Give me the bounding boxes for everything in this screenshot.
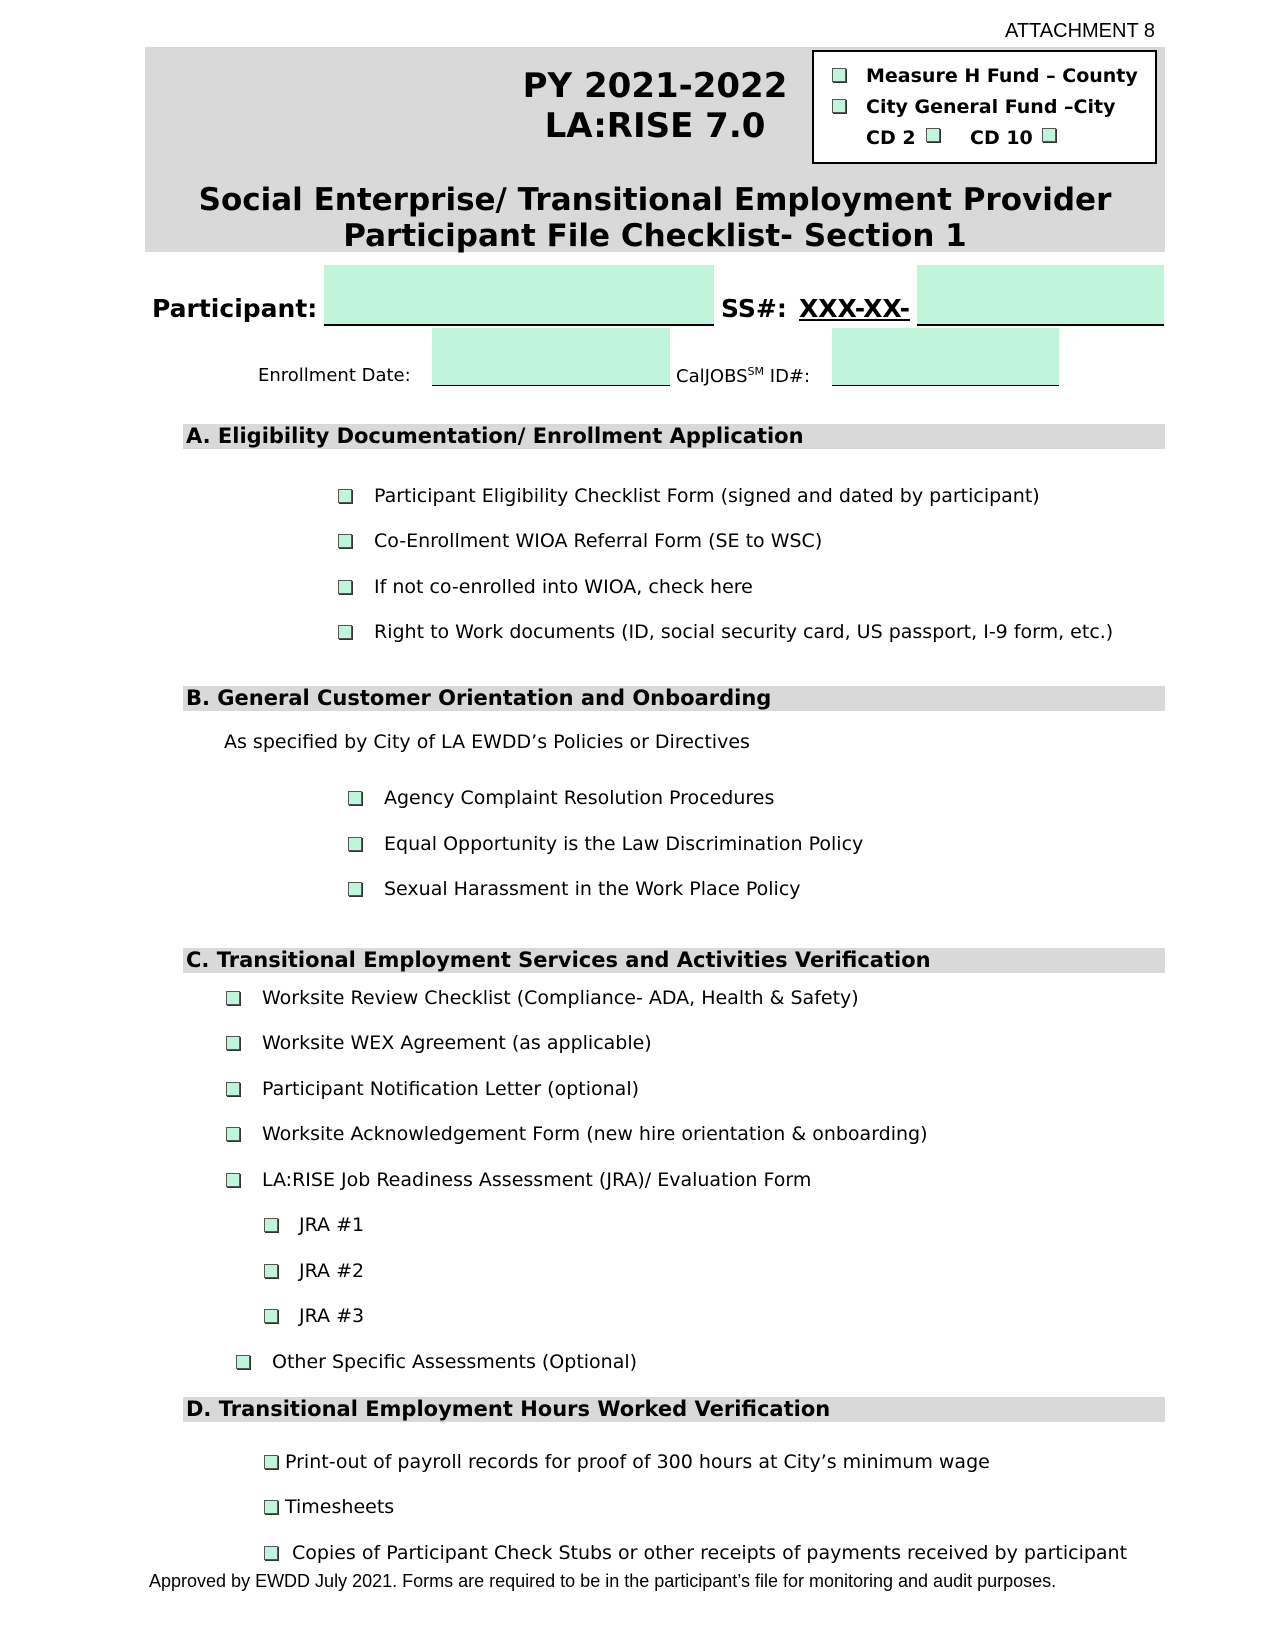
checkbox-a-2[interactable] xyxy=(338,534,352,548)
form-subtitle xyxy=(145,182,1165,254)
checkbox-a-3[interactable] xyxy=(338,580,352,594)
item-a-4: Right to Work documents (ID, social security card, US passport, I-9 form, etc.) xyxy=(374,621,1114,643)
section-b-title: B. General Customer Orientation and Onboarding xyxy=(186,686,772,710)
measure-h-label: Measure H Fund – County xyxy=(866,65,1138,87)
checkbox-a-4[interactable] xyxy=(338,625,352,639)
item-jra-1: JRA #1 xyxy=(299,1214,365,1236)
ss-label: SS#: xyxy=(721,294,787,323)
cd10-checkbox[interactable] xyxy=(1042,128,1056,142)
ss-prefix: XXX-XX- xyxy=(799,294,911,323)
ss-last-four-field[interactable] xyxy=(917,265,1164,326)
measure-h-checkbox[interactable] xyxy=(832,68,846,82)
cd10-label: CD 10 xyxy=(970,127,1033,149)
city-general-checkbox[interactable] xyxy=(832,99,846,113)
title-line-2: LA:RISE 7.0 xyxy=(544,106,766,146)
enrollment-date-label: Enrollment Date: xyxy=(258,365,411,386)
section-a-title: A. Eligibility Documentation/ Enrollment Application xyxy=(186,424,804,448)
item-c-2: Worksite WEX Agreement (as applicable) xyxy=(262,1032,652,1054)
checkbox-c-4[interactable] xyxy=(226,1127,240,1141)
caljobs-text: CalJOBS xyxy=(676,366,748,387)
item-jra-2: JRA #2 xyxy=(299,1260,365,1282)
checkbox-c-other[interactable] xyxy=(236,1355,250,1369)
item-b-1: Agency Complaint Resolution Procedures xyxy=(384,787,775,809)
checkbox-c-1[interactable] xyxy=(226,991,240,1005)
checkbox-jra-1[interactable] xyxy=(264,1218,278,1232)
checkbox-jra-3[interactable] xyxy=(264,1309,278,1323)
section-c-title: C. Transitional Employment Services and Activities Verification xyxy=(186,948,931,972)
subtitle-line-2: Participant File Checklist- Section 1 xyxy=(343,218,967,254)
item-jra-3: JRA #3 xyxy=(299,1305,365,1327)
item-c-3: Participant Notification Letter (optional) xyxy=(262,1078,640,1100)
item-a-1: Participant Eligibility Checklist Form (signed and dated by participant) xyxy=(374,485,1040,507)
item-c-5: LA:RISE Job Readiness Assessment (JRA)/ Evaluation Form xyxy=(262,1169,812,1191)
item-c-other: Other Specific Assessments (Optional) xyxy=(272,1351,638,1373)
checkbox-b-2[interactable] xyxy=(348,837,362,851)
page-title xyxy=(470,66,840,146)
attachment-label: ATTACHMENT 8 xyxy=(1004,20,1155,42)
participant-label: Participant: xyxy=(152,294,318,323)
checkbox-jra-2[interactable] xyxy=(264,1264,278,1278)
item-c-4: Worksite Acknowledgement Form (new hire orientation & onboarding) xyxy=(262,1123,928,1145)
item-c-1: Worksite Review Checklist (Compliance- ADA, Health & Safety) xyxy=(262,987,859,1009)
item-b-3: Sexual Harassment in the Work Place Policy xyxy=(384,878,801,900)
checkbox-c-5[interactable] xyxy=(226,1173,240,1187)
caljobs-sm-mark: SM xyxy=(747,365,765,378)
checkbox-b-1[interactable] xyxy=(348,791,362,805)
item-b-2: Equal Opportunity is the Law Discrimination Policy xyxy=(384,833,864,855)
participant-name-field[interactable] xyxy=(324,265,714,326)
city-general-label: City General Fund –City xyxy=(866,96,1116,118)
checkbox-d-1[interactable] xyxy=(264,1455,278,1469)
cd2-label: CD 2 xyxy=(866,127,916,149)
footer-note: Approved by EWDD July 2021. Forms are required to be in the participant’s file for monitoring and audit purposes. xyxy=(149,1571,1057,1591)
checkbox-b-3[interactable] xyxy=(348,882,362,896)
section-b-note: As specified by City of LA EWDD’s Policies or Directives xyxy=(224,731,750,753)
item-a-3: If not co-enrolled into WIOA, check here xyxy=(374,576,753,598)
checkbox-c-2[interactable] xyxy=(226,1036,240,1050)
subtitle-line-1: Social Enterprise/ Transitional Employment Provider xyxy=(198,182,1112,218)
enrollment-date-field[interactable] xyxy=(432,328,670,386)
section-d-title: D. Transitional Employment Hours Worked Verification xyxy=(186,1397,831,1421)
cd2-checkbox[interactable] xyxy=(926,128,940,142)
item-d-1: Print-out of payroll records for proof of 300 hours at City’s minimum wage xyxy=(285,1451,990,1473)
caljobs-label xyxy=(676,365,810,387)
checkbox-a-1[interactable] xyxy=(338,489,352,503)
caljobs-id-text: ID#: xyxy=(769,366,811,387)
funding-source-box xyxy=(812,50,1157,164)
item-d-3: Copies of Participant Check Stubs or other receipts of payments received by participant xyxy=(292,1542,1128,1564)
checkbox-d-2[interactable] xyxy=(264,1500,278,1514)
checkbox-d-3[interactable] xyxy=(264,1546,278,1560)
checkbox-c-3[interactable] xyxy=(226,1082,240,1096)
item-a-2: Co-Enrollment WIOA Referral Form (SE to WSC) xyxy=(374,530,823,552)
item-d-2: Timesheets xyxy=(285,1496,395,1518)
title-line-1: PY 2021-2022 xyxy=(522,66,788,106)
caljobs-id-field[interactable] xyxy=(832,328,1059,386)
